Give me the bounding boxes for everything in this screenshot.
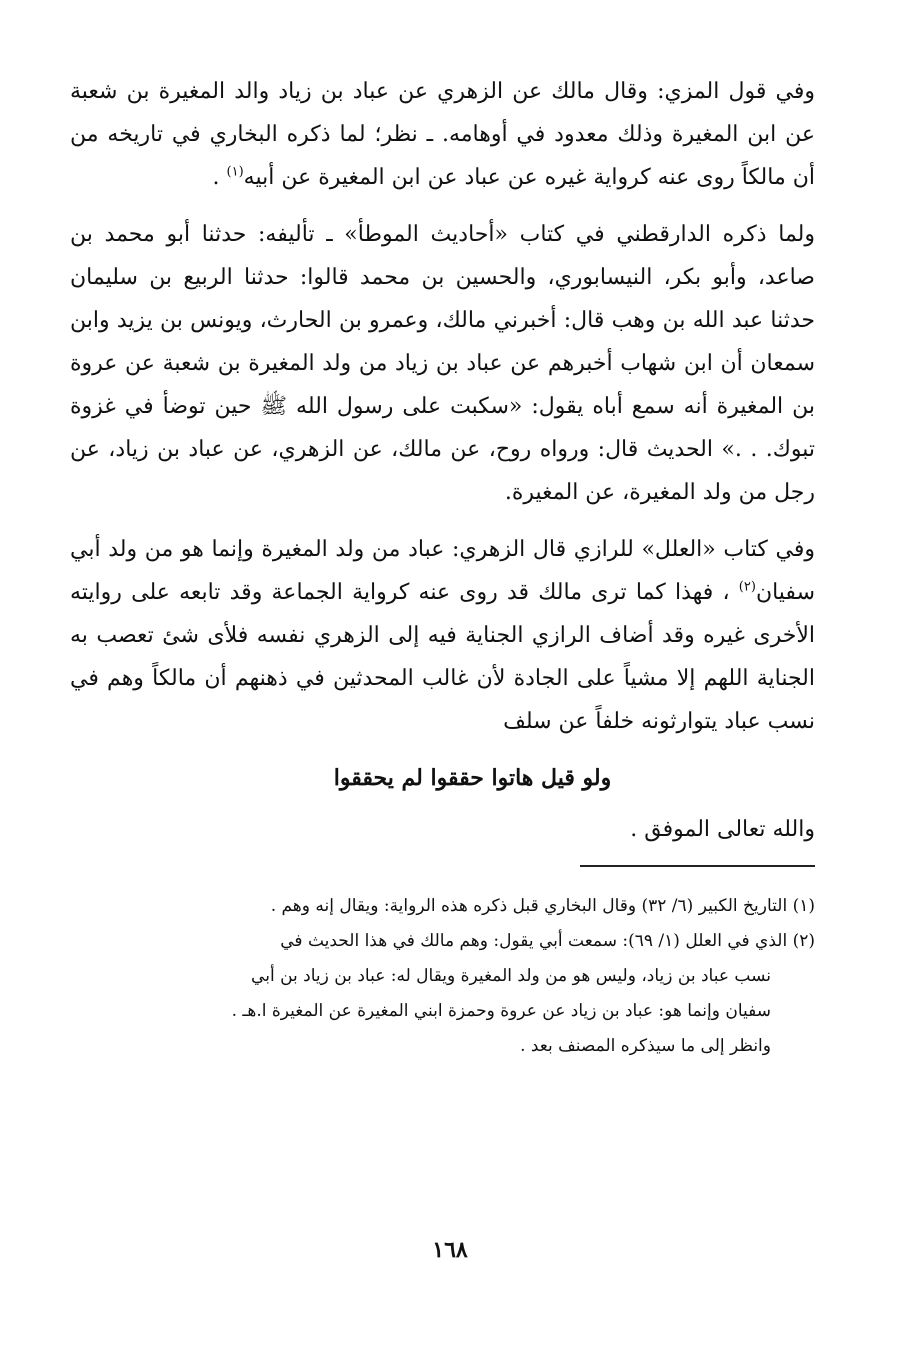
- footnote-2-line-4: وانظر إلى ما سيذكره المصنف بعد .: [520, 1036, 771, 1056]
- footnote-2-line-3: سفيان وإنما هو: عباد بن زياد عن عروة وحمزة ابني المغيرة عن المغيرة ا.هـ .: [231, 1001, 771, 1021]
- paragraph-3-text: وفي كتاب «العلل» للرازي قال الزهري: عباد من ولد المغيرة وإنما هو من ولد أبي سفيان: [70, 537, 815, 605]
- footnotes-section: [70, 889, 815, 1064]
- footnote-2-line-2: نسب عباد بن زياد، وليس هو من ولد المغيرة ويقال له: عباد بن زياد بن أبي: [251, 966, 771, 986]
- page-content: [70, 70, 815, 1064]
- footnote-ref-1[interactable]: (١): [226, 164, 244, 180]
- paragraph-3-tail: ، فهذا كما ترى مالك قد روى عنه كرواية الجماعة وقد تابعه على روايته الأخرى غيره وقد أضاف الرازي الجناية فيه إلى الزهري نفسه فلأى شئ تعصب به الجناية اللهم إلا مشياً على الجادة لأن غالب المحدثين في ذهنهم أن مالكاً وهم في نسب عباد يتوارثونه خلفاً عن سلف: [70, 580, 815, 734]
- poetry-verse: ولو قيل هاتوا حققوا لم يحققوا: [333, 765, 612, 791]
- paragraph-3: [70, 528, 815, 743]
- paragraph-1-text: وفي قول المزي: وقال مالك عن الزهري عن عباد بن زياد والد المغيرة بن شعبة عن ابن المغيرة وذلك معدود في أوهامه. ـ نظر؛ لما ذكره البخاري في تاريخه من أن مالكاً روى عنه كرواية غيره عن عباد عن ابن المغيرة عن أبيه: [70, 79, 815, 190]
- paragraph-1: [70, 70, 815, 199]
- paragraph-2-text: ولما ذكره الدارقطني في كتاب «أحاديث الموطأ» ـ تأليفه: حدثنا أبو محمد بن صاعد، وأبو بكر، النيسابوري، والحسين بن محمد قالوا: حدثنا الربيع بن سليمان حدثنا عبد الله بن وهب قال: أخبرني مالك، وعمرو بن الحارث، ويونس بن يزيد وابن سمعان أن ابن شهاب أخبرهم عن عباد بن زياد من ولد المغيرة بن شعبة عن عروة بن المغيرة أنه سمع أباه يقول: «سكبت على رسول الله ﷺ حين توضأ في غزوة تبوك. . .» الحديث قال: ورواه روح، عن مالك، عن الزهري، عن عباد بن زياد، عن رجل من ولد المغيرة، عن المغيرة.: [70, 222, 815, 505]
- footnote-divider: [580, 865, 815, 867]
- paragraph-2: [70, 213, 815, 514]
- footnote-ref-2[interactable]: (٢): [738, 579, 756, 595]
- footnote-2: (٢) الذي في العلل (١/ ٦٩): سمعت أبي يقول: وهم مالك في هذا الحديث في: [280, 931, 815, 951]
- page-number: ١٦٨: [432, 1237, 468, 1263]
- paragraph-1-tail: .: [212, 165, 220, 190]
- footnote-1: (١) التاريخ الكبير (٦/ ٣٢) وقال البخاري قبل ذكره هذه الرواية: ويقال إنه وهم .: [270, 896, 815, 916]
- closing-line: والله تعالى الموفق .: [630, 817, 815, 842]
